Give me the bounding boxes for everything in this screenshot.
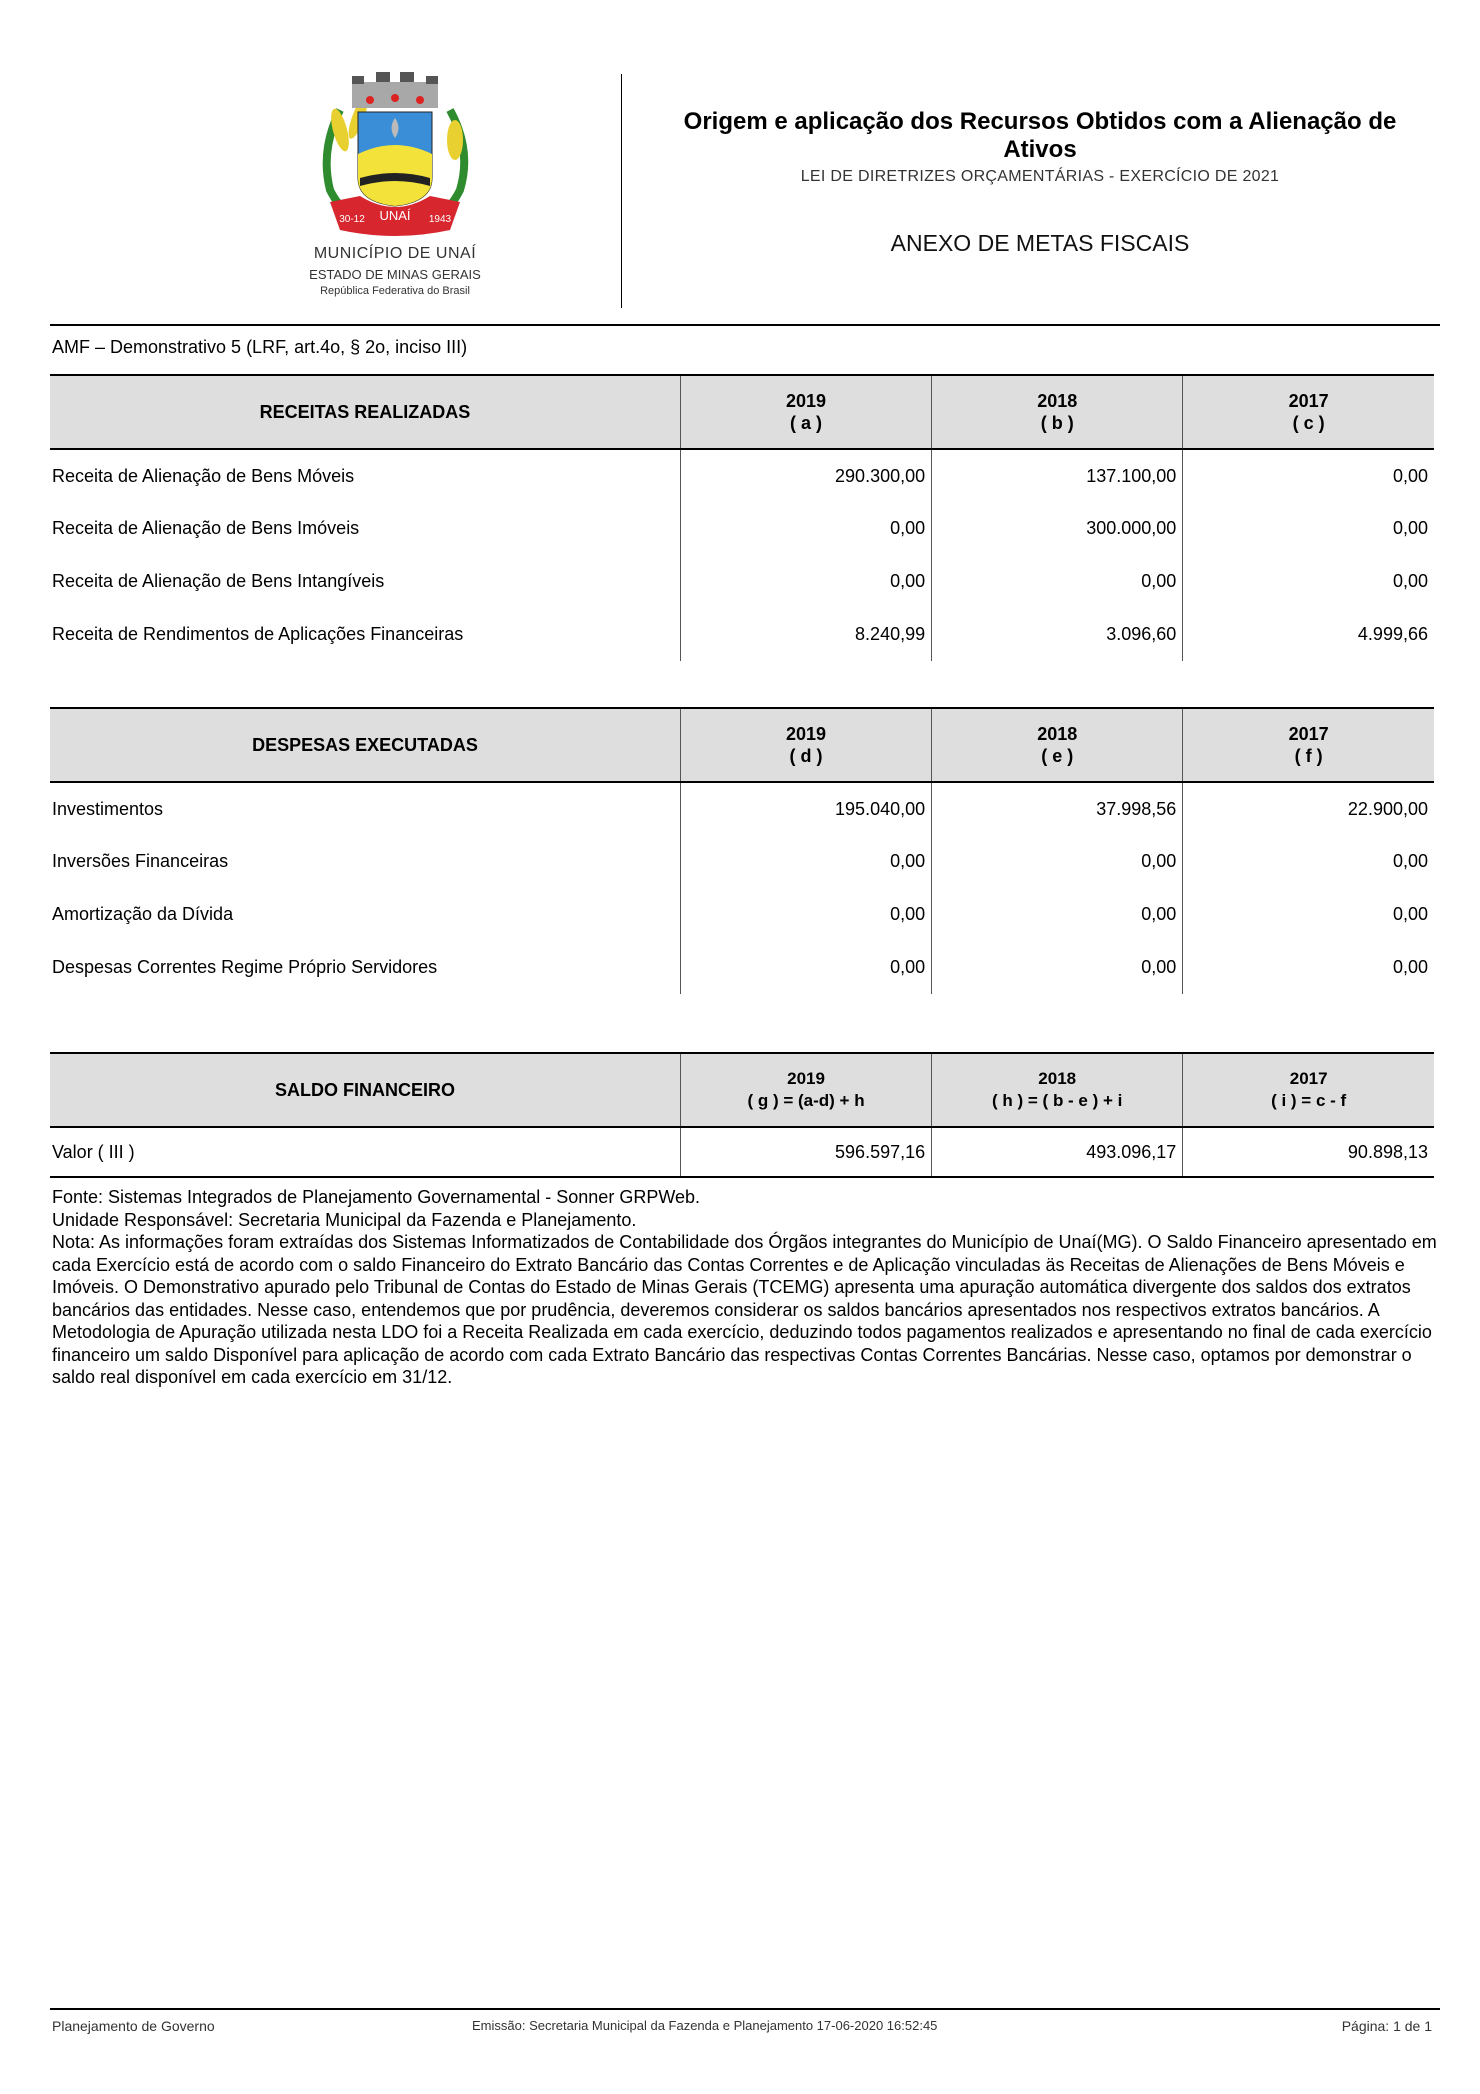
cell-value: 0,00 — [1183, 888, 1434, 941]
cell-value: 0,00 — [1183, 835, 1434, 888]
column-header: 2019 ( g ) = (a-d) + h — [680, 1053, 931, 1127]
cell-value: 90.898,13 — [1183, 1127, 1434, 1177]
cell-value: 4.999,66 — [1183, 608, 1434, 661]
page-number: Página: 1 de 1 — [1341, 2018, 1432, 2034]
saldo-header: SALDO FINANCEIRO — [50, 1053, 680, 1127]
row-label: Despesas Correntes Regime Próprio Servidores — [52, 957, 438, 977]
column-header: 2017 ( f ) — [1183, 708, 1434, 782]
table-row — [50, 449, 1434, 502]
column-header: 2019 ( a ) — [680, 375, 931, 449]
header-divider — [621, 74, 622, 308]
table-row — [50, 782, 1434, 835]
cell-value: 0,00 — [680, 941, 931, 994]
cell-value: 0,00 — [1183, 555, 1434, 608]
row-label: Amortização da Dívida — [52, 904, 234, 924]
document-title: Origem e aplicação dos Recursos Obtidos com a Alienação de Ativos — [683, 108, 1397, 163]
row-label: Receita de Alienação de Bens Intangíveis — [52, 571, 385, 591]
republic-name: República Federativa do Brasil — [320, 285, 470, 297]
state-name: ESTADO DE MINAS GERAIS — [309, 267, 481, 282]
cell-value: 0,00 — [680, 888, 931, 941]
footer-rule — [50, 2008, 1440, 2010]
municipality-logo-block — [230, 70, 560, 310]
row-label: Inversões Financeiras — [52, 851, 229, 871]
municipal-crest-icon — [300, 70, 490, 240]
responsible-unit-note: Unidade Responsável: Secretaria Municipal da Fazenda e Planejamento. — [52, 1209, 637, 1230]
footer-emission: Emissão: Secretaria Municipal da Fazenda e Planejamento 17-06-2020 16:52:45 — [472, 2018, 938, 2033]
cell-value: 0,00 — [1183, 449, 1434, 502]
cell-value: 0,00 — [680, 502, 931, 555]
cell-value: 0,00 — [932, 941, 1183, 994]
receitas-header: RECEITAS REALIZADAS — [50, 375, 680, 449]
footer-department: Planejamento de Governo — [52, 2018, 215, 2034]
column-header: 2019 ( d ) — [680, 708, 931, 782]
header-rule — [50, 324, 1440, 326]
cell-value: 0,00 — [680, 555, 931, 608]
cell-value: 0,00 — [1183, 502, 1434, 555]
cell-value: 0,00 — [1183, 941, 1434, 994]
table-row — [50, 502, 1434, 555]
document-subtitle: LEI DE DIRETRIZES ORÇAMENTÁRIAS - EXERCÍCIO DE 2021 — [800, 168, 1280, 185]
annex-title: ANEXO DE METAS FISCAIS — [890, 230, 1190, 256]
receitas-table — [50, 374, 1434, 661]
row-label: Receita de Alienação de Bens Móveis — [52, 465, 355, 486]
demonstrativo-label: AMF – Demonstrativo 5 (LRF, art.4o, § 2o, inciso III) — [52, 337, 468, 357]
row-label: Valor ( III ) — [50, 1127, 680, 1177]
despesas-header-row — [50, 708, 1434, 782]
despesas-table — [50, 707, 1434, 994]
cell-value: 596.597,16 — [680, 1127, 931, 1177]
column-header: 2017 ( i ) = c - f — [1183, 1053, 1434, 1127]
table-row — [50, 555, 1434, 608]
cell-value: 137.100,00 — [932, 449, 1183, 502]
table-row — [50, 941, 1434, 994]
notes-section — [52, 1186, 1442, 1389]
svg-text:UNAÍ: UNAÍ — [379, 208, 411, 223]
table-row — [50, 835, 1434, 888]
title-block — [650, 108, 1430, 257]
row-label: Receita de Alienação de Bens Imóveis — [52, 518, 360, 538]
cell-value: 0,00 — [932, 555, 1183, 608]
svg-text:30-12: 30-12 — [339, 214, 365, 225]
cell-value: 8.240,99 — [680, 608, 931, 661]
cell-value: 22.900,00 — [1183, 782, 1434, 835]
row-label: Investimentos — [52, 798, 164, 819]
cell-value: 0,00 — [680, 835, 931, 888]
cell-value: 493.096,17 — [932, 1127, 1183, 1177]
table-row — [50, 1127, 1434, 1177]
despesas-header: DESPESAS EXECUTADAS — [50, 708, 680, 782]
saldo-table — [50, 1052, 1434, 1178]
cell-value: 0,00 — [932, 888, 1183, 941]
cell-value: 300.000,00 — [932, 502, 1183, 555]
document-header — [50, 70, 1430, 325]
svg-text:1943: 1943 — [428, 214, 452, 225]
cell-value: 37.998,56 — [932, 782, 1183, 835]
column-header: 2018 ( b ) — [932, 375, 1183, 449]
column-header: 2017 ( c ) — [1183, 375, 1434, 449]
explanatory-note: Nota: As informações foram extraídas dos Sistemas Informatizados de Contabilidade dos Órgãos integrantes do Município de Unaí(MG). O Saldo Financeiro apresentado em cada Exercício está de acordo com o saldo Financeiro do Extrato Bancário das Contas Correntes e de Aplicação vinculadas äs Receitas de Alienações de Bens Móveis e Imóveis. O Demonstrativo apurado pelo Tribunal de Contas do Estado de Minas Gerais (TCEMG) apresenta uma apuração automática divergente dos saldos dos extratos bancários das entidades. Nesse caso, entendemos que por prudência, deveremos considerar os saldos bancários apresentados nos respectivos extratos bancários. A Metodologia de Apuração utilizada nesta LDO foi a Receita Realizada em cada exercício, deduzindo todos pagamentos realizados e apresentando no final de cada exercício financeiro um saldo Disponível para aplicação de acordo com cada Extrato Bancário das respectivas Contas Correntes Bancárias. Nesse caso, optamos por demonstrar o saldo real disponível em cada exercício em 31/12. — [52, 1232, 1437, 1387]
table-row — [50, 608, 1434, 661]
column-header: 2018 ( e ) — [932, 708, 1183, 782]
cell-value: 3.096,60 — [932, 608, 1183, 661]
receitas-header-row — [50, 375, 1434, 449]
saldo-header-row — [50, 1053, 1434, 1127]
source-note: Fonte: Sistemas Integrados de Planejamento Governamental - Sonner GRPWeb. — [52, 1187, 701, 1207]
cell-value: 195.040,00 — [680, 782, 931, 835]
row-label: Receita de Rendimentos de Aplicações Financeiras — [52, 624, 464, 644]
table-row — [50, 888, 1434, 941]
municipality-name: MUNICÍPIO DE UNAÍ — [313, 245, 477, 262]
cell-value: 0,00 — [932, 835, 1183, 888]
cell-value: 290.300,00 — [680, 449, 931, 502]
column-header: 2018 ( h ) = ( b - e ) + i — [932, 1053, 1183, 1127]
